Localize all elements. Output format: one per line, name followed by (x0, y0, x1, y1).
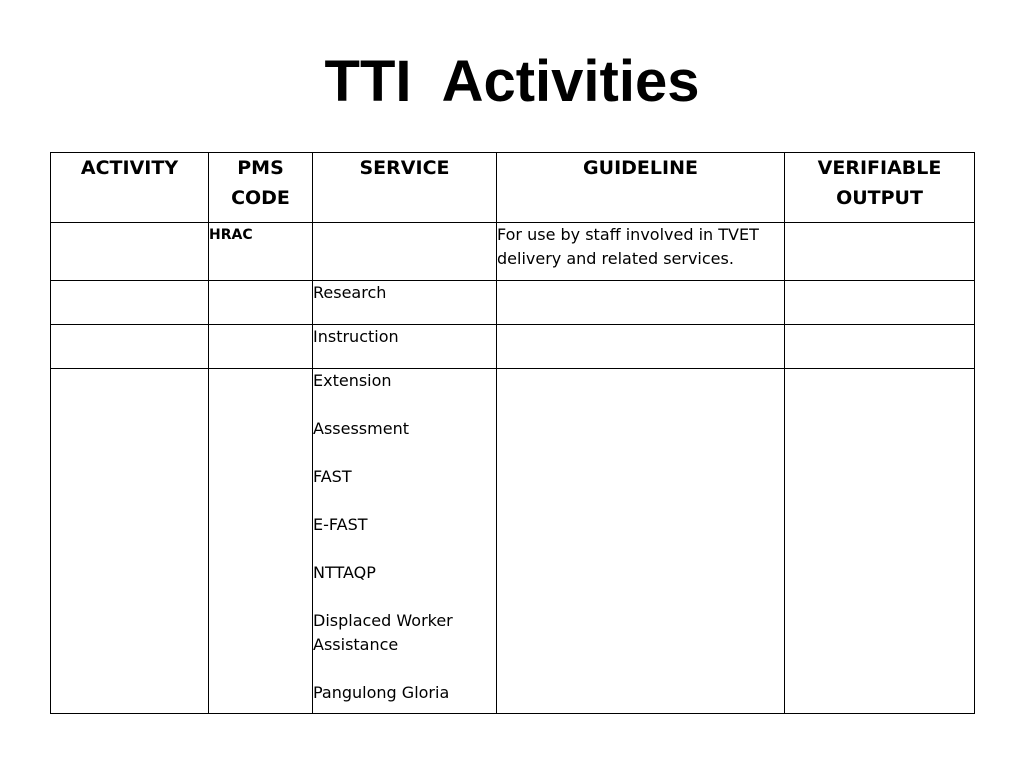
table-row-multi-service (51, 369, 975, 714)
cell-service (313, 223, 497, 281)
header-pms-code (209, 153, 313, 223)
cell-output (785, 281, 975, 325)
cell-activity (51, 325, 209, 369)
cell-output (785, 223, 975, 281)
service-item-e-fast: E-FAST (313, 515, 368, 534)
activities-table (50, 152, 975, 714)
table-row (51, 281, 975, 325)
header-verifiable-output (785, 153, 975, 223)
header-pms-code-line1: PMS (237, 157, 284, 179)
cell-pms-code (209, 369, 313, 714)
header-pms-code-line2: CODE (231, 187, 290, 209)
cell-activity (51, 369, 209, 714)
cell-activity (51, 223, 209, 281)
header-service (313, 153, 497, 223)
service-item-nttaqp: NTTAQP (313, 563, 376, 582)
service-item-fast: FAST (313, 467, 352, 486)
cell-output (785, 325, 975, 369)
header-guideline-label: GUIDELINE (583, 157, 698, 179)
cell-service-list (313, 369, 497, 714)
header-verifiable-line2: OUTPUT (836, 187, 923, 209)
service-item-displaced-worker-assistance: Displaced Worker Assistance (313, 611, 453, 654)
table-header-row (51, 153, 975, 223)
cell-guideline (497, 369, 785, 714)
table-row (51, 325, 975, 369)
cell-guideline: For use by staff involved in TVET delivery and related services. (497, 223, 785, 281)
cell-pms-code: HRAC (209, 223, 313, 281)
cell-service: Instruction (313, 325, 497, 369)
cell-pms-code (209, 325, 313, 369)
header-activity (51, 153, 209, 223)
service-item-assessment: Assessment (313, 419, 409, 438)
slide-title: TTI Activities (324, 49, 700, 114)
cell-guideline (497, 281, 785, 325)
header-verifiable-line1: VERIFIABLE (817, 157, 942, 179)
cell-output (785, 369, 975, 714)
cell-service: Research (313, 281, 497, 325)
cell-pms-code (209, 281, 313, 325)
service-item-extension: Extension (313, 371, 392, 390)
header-guideline (497, 153, 785, 223)
table-row (51, 223, 975, 281)
service-item-pangulong-gloria: Pangulong Gloria (313, 683, 450, 702)
header-service-label: SERVICE (359, 157, 450, 179)
cell-guideline (497, 325, 785, 369)
cell-activity (51, 281, 209, 325)
header-activity-label: ACTIVITY (80, 157, 179, 179)
